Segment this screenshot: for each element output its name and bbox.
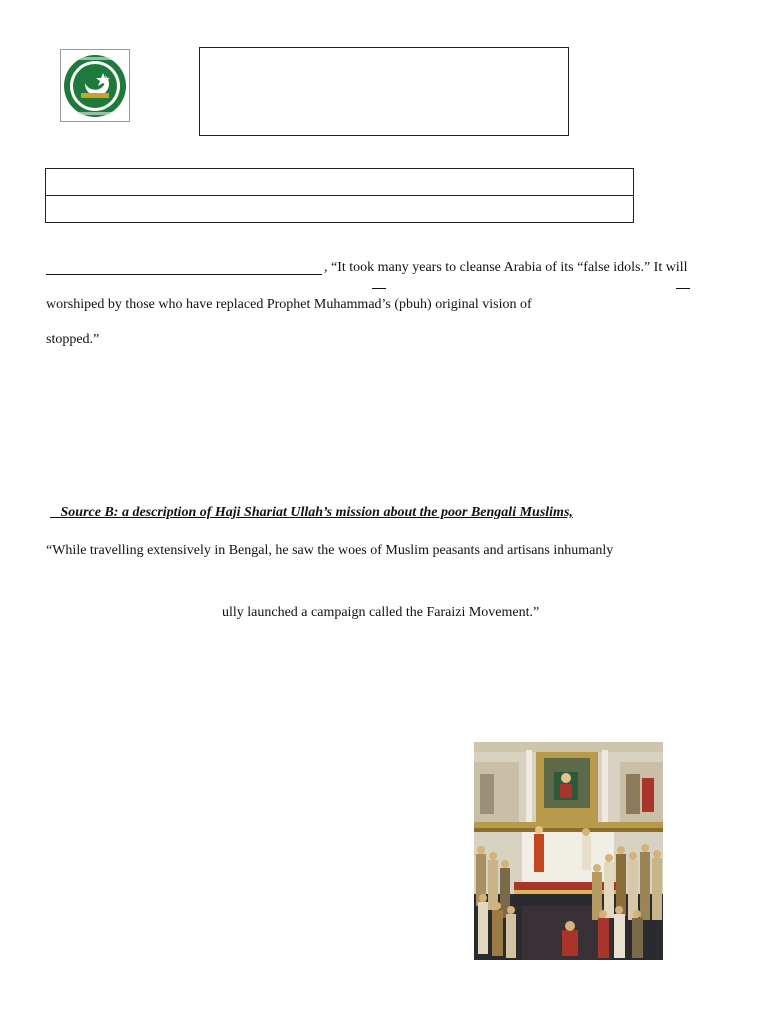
source-b-quote-line-1: “While travelling extensively in Bengal, he saw the woes of Muslim peasants and artisans inhumanly — [46, 543, 614, 558]
school-logo — [60, 49, 130, 122]
court-painting-image — [474, 742, 663, 960]
source-b-quote-line-2: ully launched a campaign called the Faraizi Movement.” — [222, 605, 540, 620]
source-a-line-1: , “It took many years to cleanse Arabia of its “false idols.” It will — [324, 260, 688, 275]
dash-mark — [676, 288, 690, 289]
source-b-title: Source B: a description of Haji Shariat Ullah’s mission about the poor Bengali Muslims, — [50, 505, 573, 520]
school-crest-icon — [63, 53, 127, 119]
info-row-1 — [45, 168, 634, 196]
source-a-line-3: stopped.” — [46, 332, 100, 347]
source-a-line-2: worshiped by those who have replaced Prophet Muhammad’s (pbuh) original vision of — [46, 297, 532, 312]
court-painting-illustration — [474, 742, 663, 960]
header-box — [199, 47, 569, 136]
dash-mark — [372, 288, 386, 289]
info-row-2 — [45, 195, 634, 223]
answer-blank-line — [46, 274, 322, 275]
